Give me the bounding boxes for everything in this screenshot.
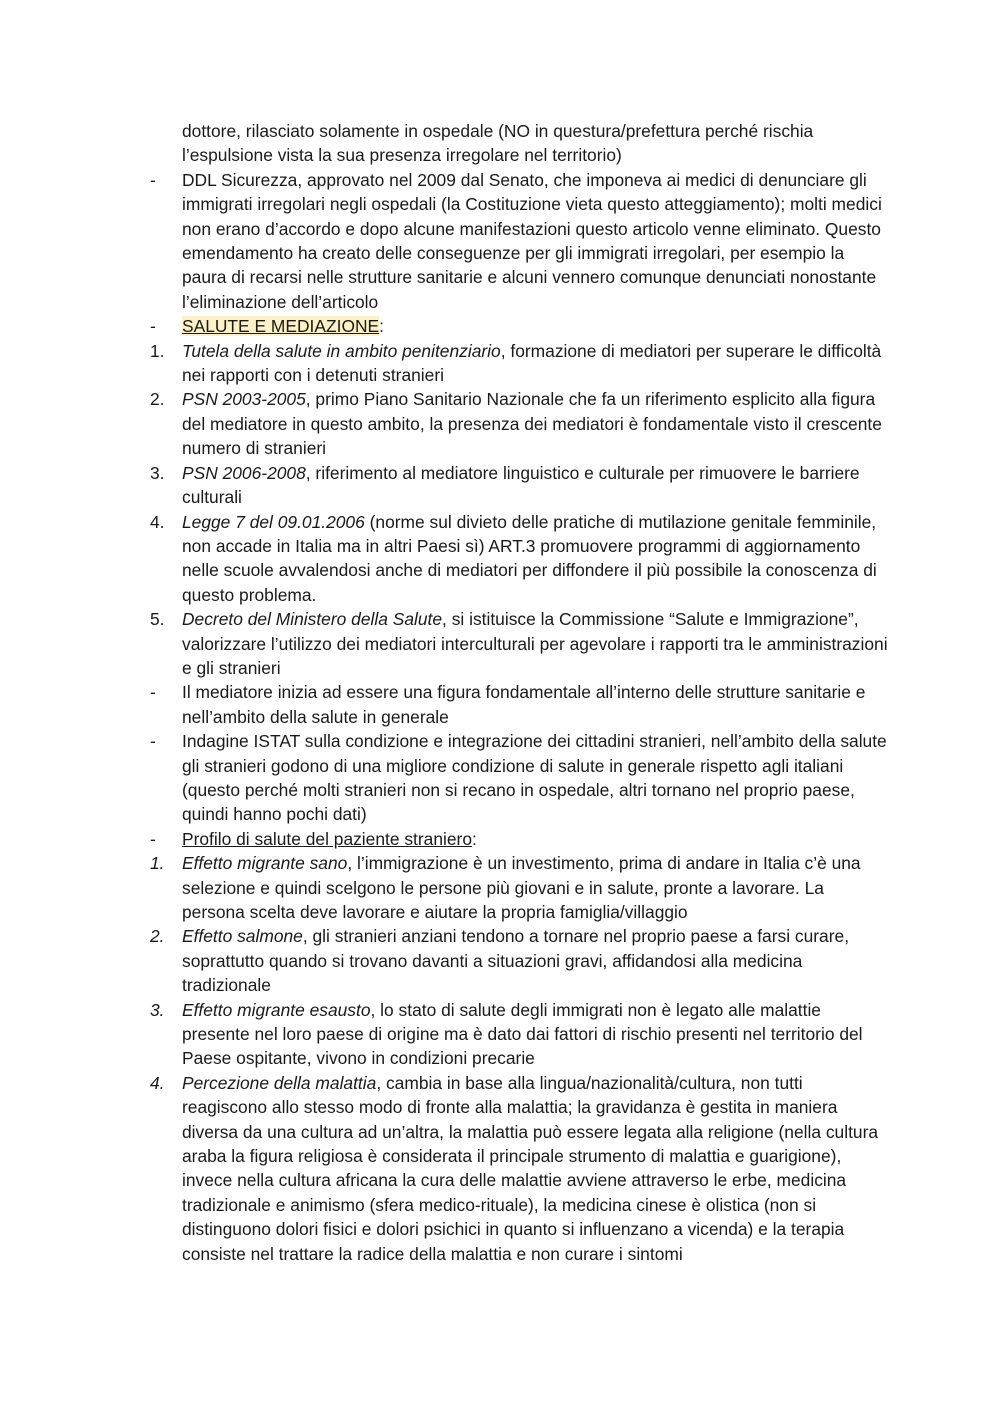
list-item — [150, 387, 890, 460]
list-number: 1. — [150, 853, 165, 874]
list-item — [150, 924, 890, 997]
list-item-title: Legge 7 del 09.01.2006 — [182, 511, 365, 532]
bullet-text: DDL Sicurezza, approvato nel 2009 dal Senato, che imponeva ai medici di denunciare gli immigrati irregolari negli ospedali (la Costituzione vieta questo atteggiamento); molti medici non erano d’accordo e dopo alcune manifestazioni questo articolo venne eliminato. Questo emendamento ha creato delle conseguenze per gli immigrati irregolari, per esempio la paura di recarsi nelle strutture sanitarie e alcuni vennero comunque denunciati nonostante l’eliminazione dell’articolo — [182, 169, 882, 312]
bullet-marker: - — [150, 316, 156, 337]
list-item-text: , riferimento al mediatore linguistico e culturale per rimuovere le barriere culturali — [182, 462, 860, 508]
list-item-title: PSN 2003-2005 — [182, 389, 306, 410]
bullet-marker: - — [150, 828, 156, 849]
list-item-title: Decreto del Ministero della Salute — [182, 609, 443, 630]
continuation-paragraph: dottore, rilasciato solamente in ospedale (NO in questura/prefettura perché rischia l’espulsione vista la sua presenza irregolare nel territorio) — [182, 121, 814, 166]
list-item — [150, 851, 890, 924]
list-item-text: , l’immigrazione è un investimento, prima di andare in Italia c’è una selezione e quindi scelgono le persone più giovani e in salute, pronte a lavorare. La persona scelta deve lavorare e aiutare la propria famiglia/villaggio — [182, 853, 861, 922]
list-item — [150, 339, 890, 388]
bullet-istat — [150, 729, 890, 827]
list-number: 2. — [150, 926, 165, 947]
heading-suffix: : — [472, 828, 477, 849]
list-item-text: , primo Piano Sanitario Nazionale che fa un riferimento esplicito alla figura del mediatore in questo ambito, la presenza dei mediatori è fondamentale visto il crescente numero di stranieri — [182, 389, 882, 459]
bullet-salute-mediazione — [150, 314, 890, 338]
list-number: 1. — [150, 340, 165, 361]
list-item-text: , cambia in base alla lingua/nazionalità/cultura, non tutti reagiscono allo stesso modo di fronte alla malattia; la gravidanza è gestita in maniera diversa da una cultura ad un’altra, la malattia può essere legata alla religione (nella cultura araba la figura religiosa è considerata il principale strumento di malattia e guarigione), invece nella cultura africana la cura delle malattie avviene attraverso le erbe, medicina tradizionale e animismo (sfera medico-rituale), la medicina cinese è olistica (non si distinguono dolori fisici e dolori psichici in quanto si influenzano a vicenda) e la terapia consiste nel trattare la radice della malattia e non curare i sintomi — [182, 1072, 879, 1264]
list-item — [150, 607, 890, 680]
bullet-profilo-salute — [150, 827, 890, 851]
heading-suffix: : — [379, 316, 384, 337]
list-item-text: , gli stranieri anziani tendono a tornare nel proprio paese a farsi curare, soprattutto quando si trovano davanti a situazioni gravi, affidandosi alla medicina tradizionale — [182, 926, 850, 996]
list-item-title: Percezione della malattia — [182, 1072, 377, 1093]
list-number: 2. — [150, 389, 165, 410]
bullet-text: Indagine ISTAT sulla condizione e integrazione dei cittadini stranieri, nell’ambito della salute gli stranieri godono di una migliore condizione di salute in generale rispetto agli italiani (questo perché molti stranieri non si recano in ospedale, altri tornano nel proprio paese, quindi hanno pochi dati) — [182, 731, 887, 825]
list-item-title: Effetto migrante esausto — [182, 999, 371, 1020]
bullet-mediatore — [150, 680, 890, 729]
bullet-marker: - — [150, 731, 156, 752]
list-item — [150, 461, 890, 510]
list-number: 5. — [150, 609, 165, 630]
list-number: 4. — [150, 1072, 165, 1093]
document-body — [150, 119, 890, 1266]
bullet-marker: - — [150, 682, 156, 703]
section-heading-profilo: Profilo di salute del paziente straniero — [182, 828, 473, 849]
bullet-ddl-sicurezza — [150, 168, 890, 314]
bullet-text: Il mediatore inizia ad essere una figura fondamentale all’interno delle strutture sanitarie e nell’ambito della salute in generale — [182, 682, 866, 727]
list-item — [150, 998, 890, 1071]
list-item-text: , si istituisce la Commissione “Salute e Immigrazione”, valorizzare l’utilizzo dei mediatori interculturali per agevolare i rapporti tra le amministrazioni e gli stranieri — [182, 609, 888, 678]
list-item-title: Effetto salmone — [182, 926, 303, 947]
list-item-text: , formazione di mediatori per superare le difficoltà nei rapporti con i detenuti stranieri — [182, 340, 882, 386]
list-item-title: Tutela della salute in ambito penitenziario — [182, 340, 501, 361]
list-item-title: PSN 2006-2008 — [182, 462, 306, 483]
list-item — [150, 510, 890, 608]
list-item-text: (norme sul divieto delle pratiche di mutilazione genitale femminile, non accade in Italia ma in altri Paesi sì) ART.3 promuovere programmi di aggiornamento nelle scuole avvalendosi anche di mediatori per diffondere il più possibile la conoscenza di questo problema. — [182, 511, 877, 605]
list-item-text: , lo stato di salute degli immigrati non è legato alle malattie presente nel loro paese di origine ma è dato dai fattori di rischio presenti nel territorio del Paese ospitante, vivono in condizioni precarie — [182, 999, 863, 1069]
section-heading-salute-mediazione: SALUTE E MEDIAZIONE — [182, 316, 380, 337]
list-item-title: Effetto migrante sano — [182, 853, 348, 874]
list-number: 3. — [150, 462, 165, 483]
bullet-marker: - — [150, 169, 156, 190]
list-item — [150, 1071, 890, 1266]
list-number: 4. — [150, 511, 165, 532]
list-number: 3. — [150, 999, 165, 1020]
